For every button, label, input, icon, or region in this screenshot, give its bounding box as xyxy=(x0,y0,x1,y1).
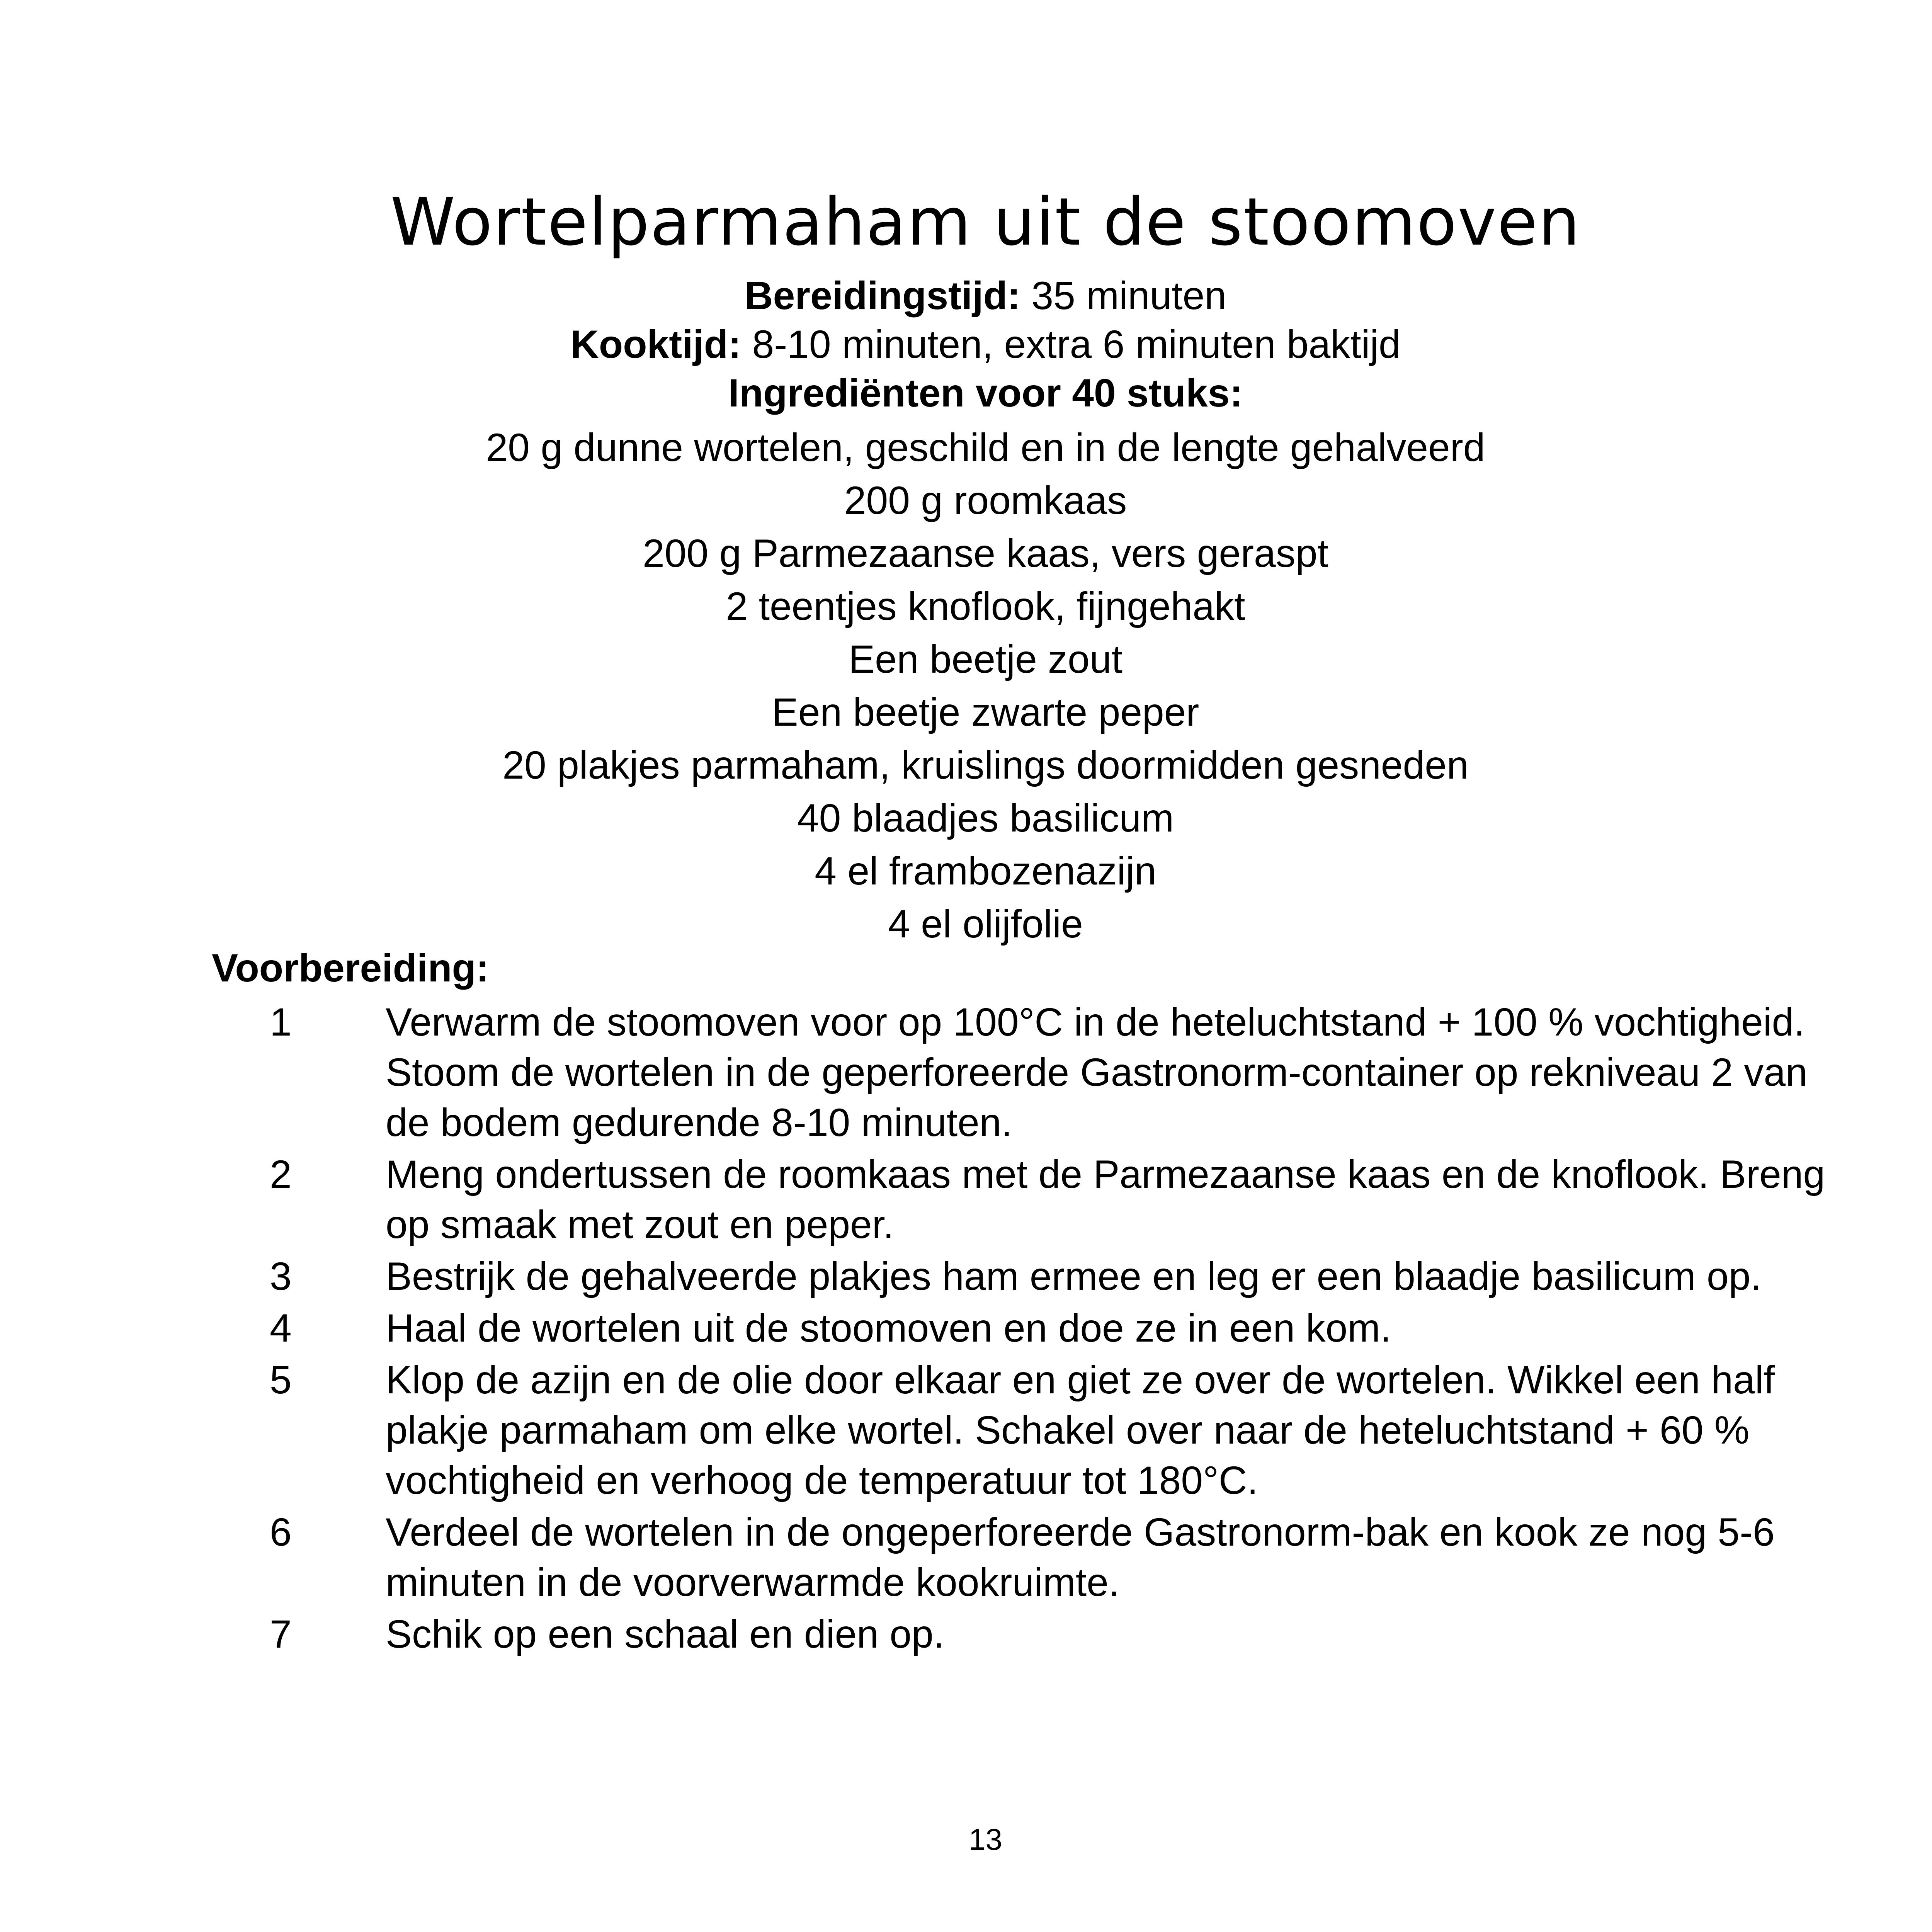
step-number: 3 xyxy=(270,1254,292,1298)
cook-time xyxy=(0,319,1932,369)
prep-time-label: Bereidingstijd: xyxy=(744,274,1021,318)
prep-time-value: 35 minuten xyxy=(1020,274,1227,318)
cook-time-value: 8-10 minuten, extra 6 minuten baktijd xyxy=(741,322,1401,366)
ingredient-item: 4 el frambozenazijn xyxy=(815,849,1156,893)
ingredient-item: 4 el olijfolie xyxy=(888,902,1083,946)
ingredient-item: Een beetje zwarte peper xyxy=(772,690,1199,734)
step-item xyxy=(212,1609,1854,1659)
ingredients-list xyxy=(0,421,1932,951)
step-number: 2 xyxy=(270,1152,292,1196)
page-number: 13 xyxy=(969,1822,1002,1856)
step-text: Bestrijk de gehalveerde plakjes ham ermee en leg er een blaadje basilicum op. xyxy=(386,1254,1762,1298)
step-item xyxy=(212,1251,1854,1301)
ingredient-item: 2 teentjes knoflook, fijngehakt xyxy=(726,584,1245,628)
recipe-title: Wortelparmaham uit de stoomoven xyxy=(390,184,1581,260)
step-item xyxy=(212,1149,1854,1250)
step-number: 4 xyxy=(270,1306,292,1350)
ingredient-item: 200 g roomkaas xyxy=(844,478,1127,522)
step-text: Klop de azijn en de olie door elkaar en giet ze over de wortelen. Wikkel een half plakje parmaham om elke wortel. Schakel over naar de heteluchtstand + 60 % vochtigheid en verhoog de temperatuur tot 180°C. xyxy=(386,1358,1775,1502)
step-item xyxy=(212,1355,1854,1505)
step-item xyxy=(212,997,1854,1148)
step-text: Meng ondertussen de roomkaas met de Parmezaanse kaas en de knoflook. Breng op smaak met zout en peper. xyxy=(386,1152,1825,1247)
step-text: Haal de wortelen uit de stoomoven en doe ze in een kom. xyxy=(386,1306,1391,1350)
preparation-steps xyxy=(212,997,1854,1661)
step-number: 1 xyxy=(270,1000,292,1044)
preparation-heading: Voorbereiding: xyxy=(212,946,489,990)
step-item xyxy=(212,1303,1854,1353)
step-text: Verdeel de wortelen in de ongeperforeerde Gastronorm-bak en kook ze nog 5-6 minuten in de voorverwarmde kookruimte. xyxy=(386,1510,1775,1604)
prep-time xyxy=(0,270,1932,321)
ingredient-item: 20 g dunne wortelen, geschild en in de lengte gehalveerd xyxy=(486,425,1485,469)
ingredient-item: 20 plakjes parmaham, kruislings doormidden gesneden xyxy=(502,743,1469,787)
step-text: Schik op een schaal en dien op. xyxy=(386,1612,945,1656)
step-text: Verwarm de stoomoven voor op 100°C in de heteluchtstand + 100 % vochtigheid. Stoom de wortelen in de geperforeerde Gastronorm-container op rekniveau 2 van de bodem gedurende 8-10 minuten. xyxy=(386,1000,1808,1145)
ingredients-heading: Ingrediënten voor 40 stuks: xyxy=(728,371,1243,415)
ingredient-item: 40 blaadjes basilicum xyxy=(797,796,1174,840)
step-item xyxy=(212,1507,1854,1607)
step-number: 5 xyxy=(270,1358,292,1402)
ingredient-item: 200 g Parmezaanse kaas, vers geraspt xyxy=(643,531,1328,575)
cook-time-label: Kooktijd: xyxy=(570,322,742,366)
step-number: 7 xyxy=(270,1612,292,1656)
ingredient-item: Een beetje zout xyxy=(849,637,1122,681)
step-number: 6 xyxy=(270,1510,292,1554)
